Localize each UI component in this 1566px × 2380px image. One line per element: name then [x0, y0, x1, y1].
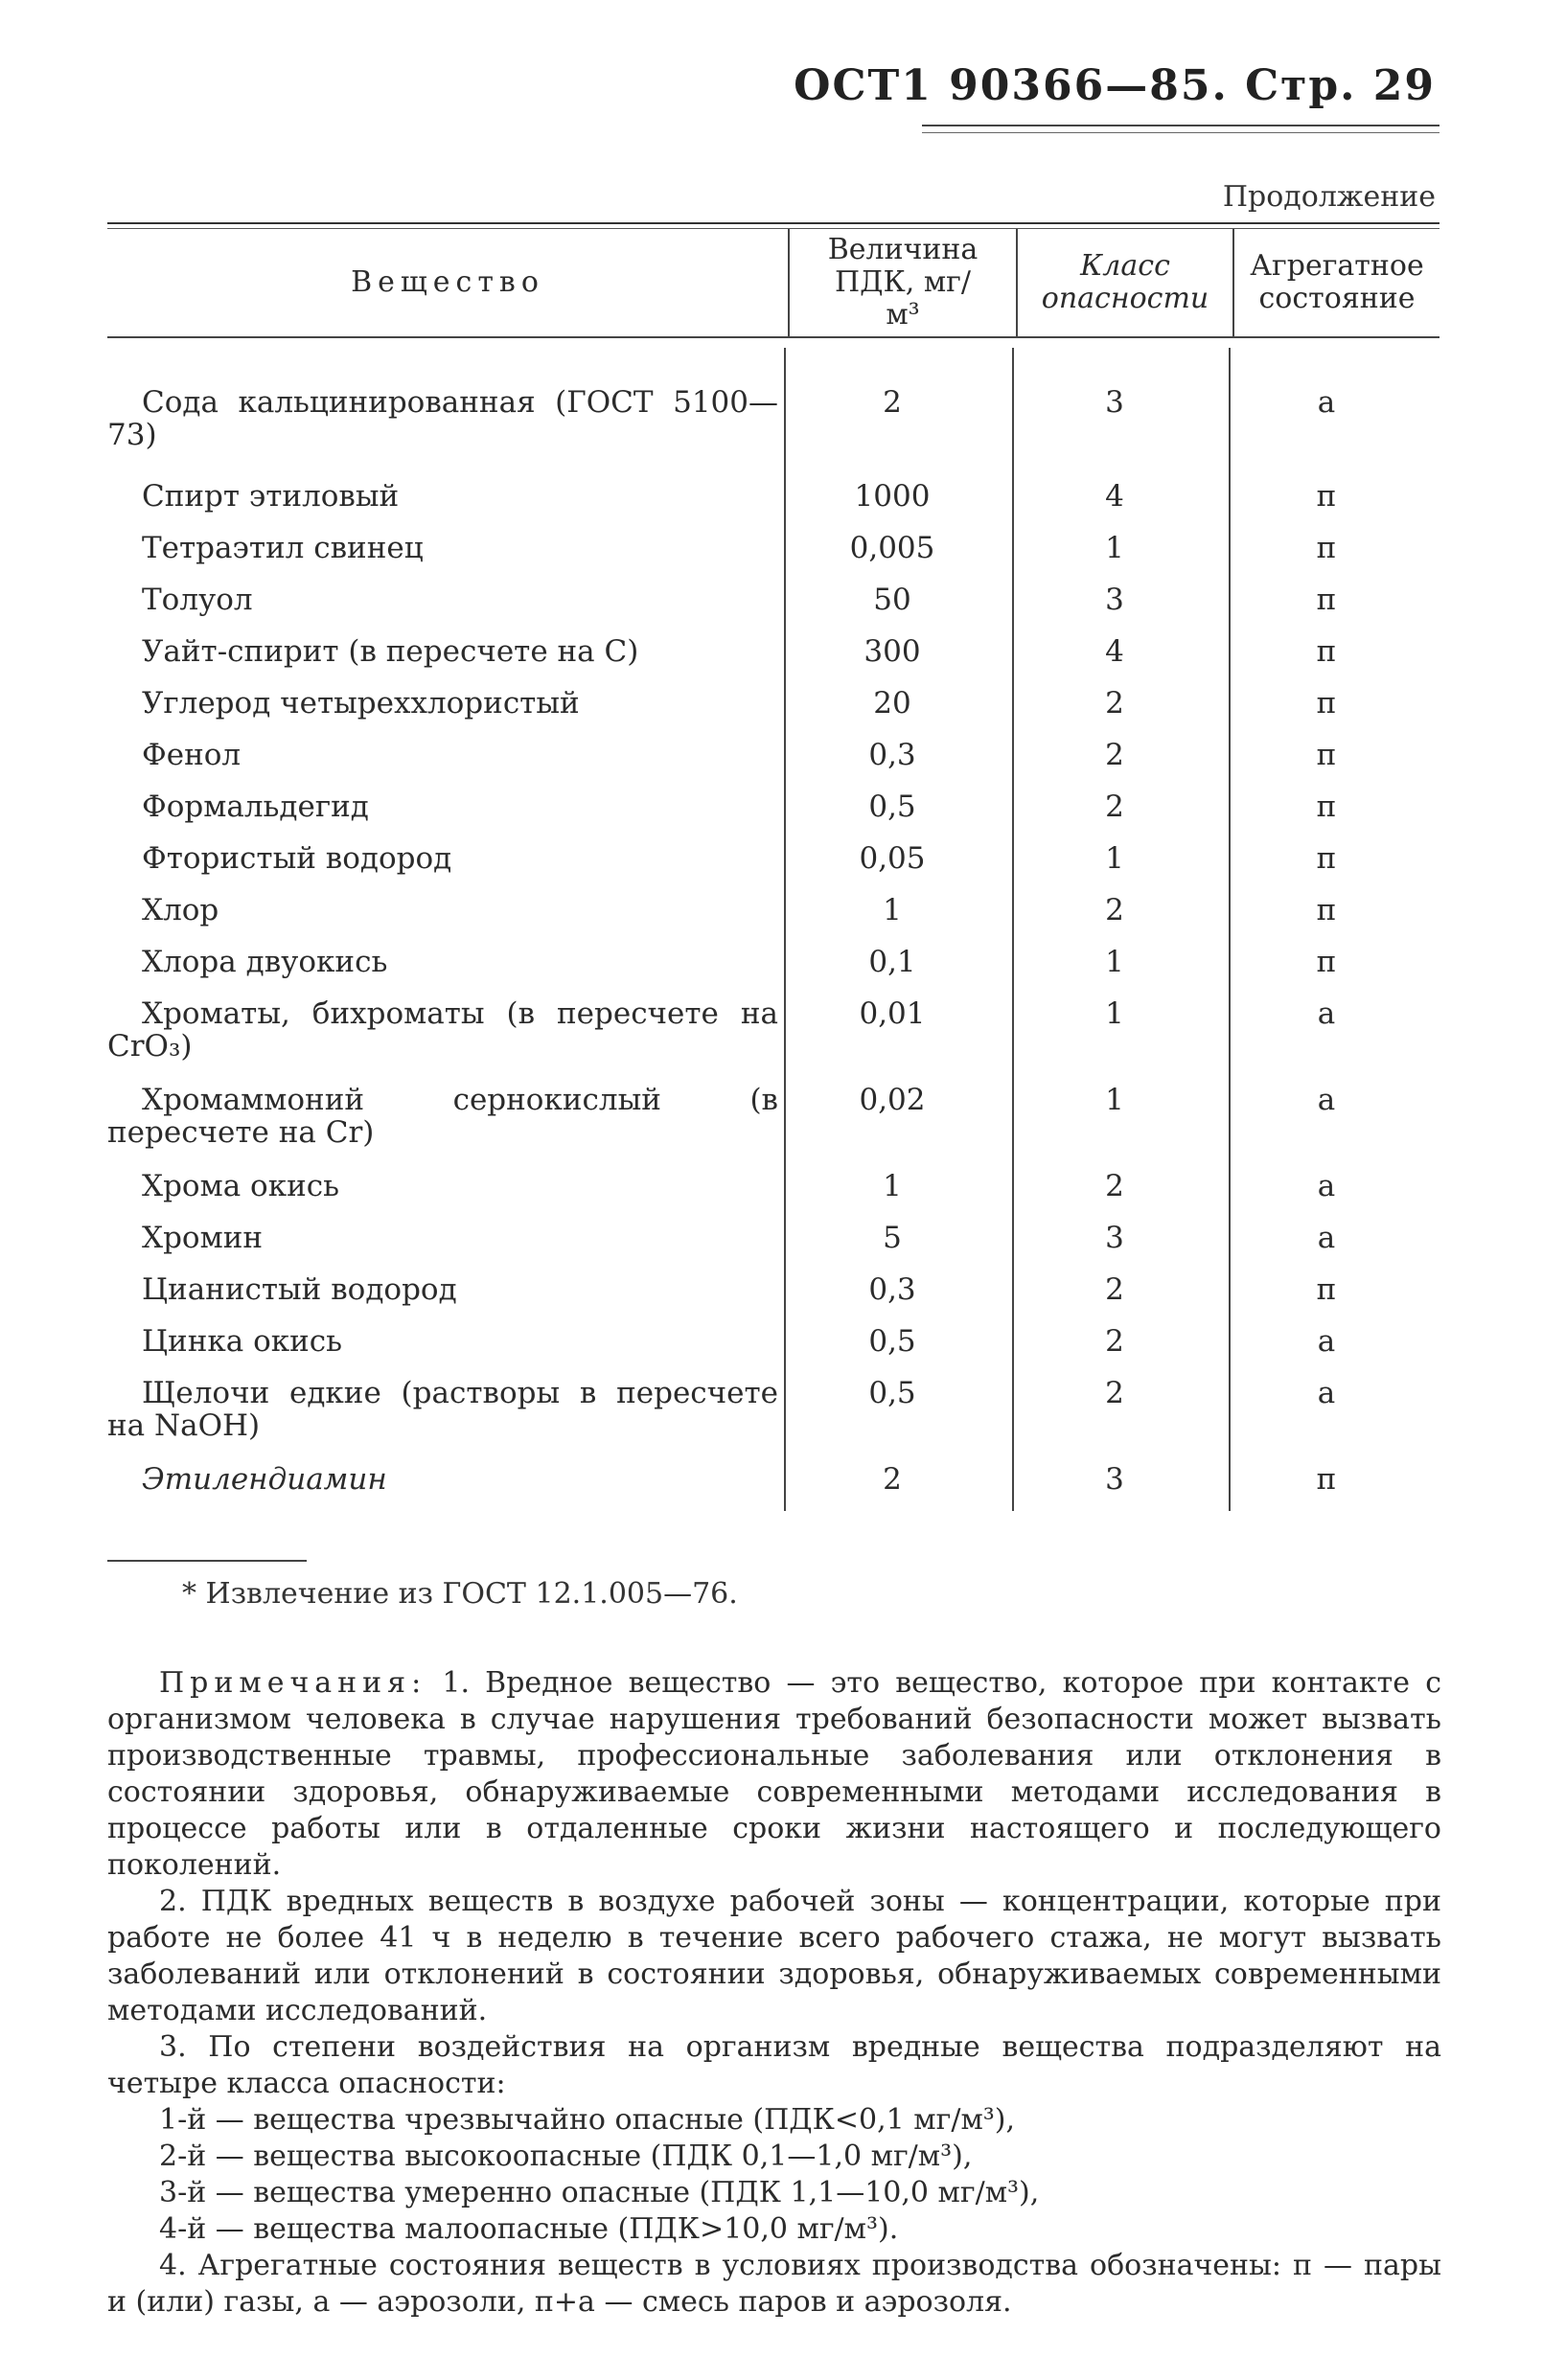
- cell-state: а: [1317, 1324, 1336, 1359]
- cell-substance: Углерод четыреххлористый: [142, 686, 580, 721]
- continued-label: Продолжение: [1222, 180, 1436, 214]
- cell-state: п: [1316, 790, 1337, 824]
- cell-hazard-class: 2: [1105, 738, 1124, 772]
- cell-pdk: 2: [883, 385, 902, 420]
- table-row: [107, 997, 1439, 1063]
- cell-hazard-class: 4: [1105, 634, 1124, 669]
- note-1: [107, 1665, 1441, 1884]
- cell-hazard-class: 2: [1105, 1376, 1124, 1410]
- cell-state: п: [1316, 634, 1337, 669]
- cell-state: п: [1316, 531, 1337, 565]
- table-row: [107, 1170, 1439, 1202]
- table-row: [107, 532, 1439, 564]
- column-header-pdk: Величина ПДК, мг/м³: [788, 229, 1016, 336]
- note-2: 2. ПДК вредных веществ в воздухе рабочей зоны — концентрации, которые при работе не более 41 ч в неделю в течение всего рабочего стажа, не могут вызвать заболеваний или отклонений в состоянии здоровья, обнаруживаемых современными методами исследований.: [107, 1885, 1441, 2027]
- table-row: [107, 894, 1439, 927]
- cell-substance: Хлора двуокись: [142, 945, 388, 979]
- cell-substance: Хлор: [142, 893, 219, 927]
- cell-pdk: 0,02: [859, 1083, 926, 1117]
- table-top-rule: [107, 222, 1439, 224]
- cell-pdk: 1000: [854, 479, 931, 514]
- cell-hazard-class: 2: [1105, 686, 1124, 721]
- header-rule-secondary: [922, 132, 1439, 133]
- table-row: [107, 1325, 1439, 1358]
- hazard-class-4: 4-й — вещества малоопасные (ПДК>10,0 мг/м³).: [159, 2212, 899, 2246]
- cell-substance: Хромаммоний сернокислый (в пересчете на Cr): [107, 1083, 778, 1150]
- cell-pdk: 5: [883, 1221, 902, 1255]
- cell-hazard-class: 2: [1105, 790, 1124, 824]
- note-4: 4. Агрегатные состояния вeществ в условиях производства обозначены: п — пары и (или) газы, а — аэрозоли, п+а — смесь паров и аэрозоля.: [107, 2249, 1441, 2319]
- cell-pdk: 50: [873, 583, 911, 617]
- footnote: * Извлечение из ГОСТ 12.1.005—76.: [182, 1577, 738, 1611]
- cell-hazard-class: 2: [1105, 1324, 1124, 1359]
- cell-state: п: [1316, 1272, 1337, 1307]
- note-1-text: 1. Вредное вещество — это вещество, которое при контакте с организмом человека в случае нарушения требований безопасности может вызвать производственные травмы, профессиональные заболевания или отклонения в состоянии здоровья, обнаруживаемые современными методами исследования в процессе работы или в отдаленные сроки жизни настоящего и последующего поколений.: [107, 1666, 1441, 1882]
- cell-hazard-class: 2: [1105, 893, 1124, 927]
- notes-heading: Примечания:: [159, 1666, 427, 1700]
- cell-pdk: 1: [883, 1169, 902, 1203]
- cell-state: а: [1317, 996, 1336, 1031]
- cell-substance: Хромин: [142, 1221, 264, 1255]
- cell-state: п: [1316, 1462, 1337, 1497]
- cell-hazard-class: 3: [1105, 583, 1124, 617]
- column-header-hazard-class: Класс опасности: [1016, 229, 1232, 336]
- cell-state: п: [1316, 841, 1337, 876]
- cell-substance: Хроматы, бихроматы (в пересчете на CrO₃): [107, 996, 778, 1064]
- cell-hazard-class: 2: [1105, 1272, 1124, 1307]
- cell-pdk: 0,5: [868, 790, 916, 824]
- cell-state: п: [1316, 583, 1337, 617]
- table-row: [107, 1273, 1439, 1306]
- cell-state: а: [1317, 1169, 1336, 1203]
- cell-substance: Цинка окись: [142, 1324, 343, 1359]
- cell-state: п: [1316, 945, 1337, 979]
- table-header-row: [107, 229, 1439, 338]
- page-header-title: ОСТ1 90366—85. Стр. 29: [794, 61, 1436, 110]
- cell-substance: Фтористый водород: [142, 841, 452, 876]
- cell-hazard-class: 2: [1105, 1169, 1124, 1203]
- hazard-class-1: 1-й — вещества чрезвычайно опасные (ПДК<0,1 мг/м³),: [159, 2103, 1016, 2137]
- cell-substance: Формальдегид: [142, 790, 369, 824]
- cell-state: а: [1317, 1376, 1336, 1410]
- cell-substance: Спирт этиловый: [142, 479, 400, 514]
- column-header-state: Агрегатное состояние: [1232, 229, 1439, 336]
- cell-hazard-class: 1: [1105, 1083, 1124, 1117]
- cell-state: а: [1317, 385, 1336, 420]
- table-row: [107, 1222, 1439, 1254]
- table-row: [107, 386, 1439, 451]
- table-row: [107, 635, 1439, 668]
- table-row: [107, 687, 1439, 720]
- cell-hazard-class: 1: [1105, 531, 1124, 565]
- cell-substance: Этилендиамин: [142, 1462, 387, 1497]
- cell-pdk: 0,005: [849, 531, 935, 565]
- table-row: [107, 739, 1439, 771]
- cell-pdk: 0,5: [868, 1324, 916, 1359]
- cell-hazard-class: 1: [1105, 996, 1124, 1031]
- cell-pdk: 0,1: [868, 945, 916, 979]
- table-row: [107, 480, 1439, 513]
- cell-state: а: [1317, 1221, 1336, 1255]
- cell-substance: Фенол: [142, 738, 242, 772]
- cell-substance: Уайт-спирит (в пересчете на С): [142, 634, 639, 669]
- cell-pdk: 2: [883, 1462, 902, 1497]
- cell-state: а: [1317, 1083, 1336, 1117]
- cell-state: п: [1316, 738, 1337, 772]
- table-body: [107, 338, 1439, 1522]
- cell-substance: Сода кальцинированная (ГОСТ 5100—73): [107, 385, 778, 452]
- cell-hazard-class: 1: [1105, 945, 1124, 979]
- table-row: [107, 946, 1439, 978]
- table-row: [107, 790, 1439, 823]
- cell-substance: Толуол: [142, 583, 253, 617]
- table-row: [107, 1377, 1439, 1442]
- substances-table: [107, 222, 1439, 1522]
- note-3: 3. По степени воздействия на организм вредные вещества подразделяют на четыре класса опасности:: [107, 2030, 1441, 2100]
- cell-pdk: 300: [864, 634, 921, 669]
- cell-pdk: 0,05: [859, 841, 926, 876]
- table-row: [107, 584, 1439, 616]
- cell-pdk: 0,5: [868, 1376, 916, 1410]
- hazard-class-2: 2-й — вещества высокоопасные (ПДК 0,1—1,0 мг/м³),: [159, 2140, 973, 2173]
- table-row: [107, 842, 1439, 875]
- cell-substance: Тетраэтил свинец: [142, 531, 424, 565]
- footnote-rule: [107, 1560, 307, 1562]
- cell-pdk: 0,3: [868, 1272, 916, 1307]
- table-row: [107, 1084, 1439, 1149]
- cell-substance: Хрома окись: [142, 1169, 339, 1203]
- cell-hazard-class: 1: [1105, 841, 1124, 876]
- cell-pdk: 20: [873, 686, 911, 721]
- cell-substance: Цианистый водород: [142, 1272, 457, 1307]
- header-rule: [922, 125, 1439, 126]
- cell-state: п: [1316, 479, 1337, 514]
- hazard-class-3: 3-й — вещества умеренно опасные (ПДК 1,1—10,0 мг/м³),: [159, 2176, 1040, 2209]
- cell-hazard-class: 3: [1105, 1462, 1124, 1497]
- table-row: [107, 1463, 1439, 1496]
- cell-pdk: 1: [883, 893, 902, 927]
- cell-hazard-class: 4: [1105, 479, 1124, 514]
- cell-hazard-class: 3: [1105, 385, 1124, 420]
- notes-section: [107, 1665, 1441, 2321]
- cell-state: п: [1316, 893, 1337, 927]
- cell-hazard-class: 3: [1105, 1221, 1124, 1255]
- cell-substance: Щелочи едкие (растворы в пересчете на NaOH): [107, 1376, 778, 1443]
- cell-state: п: [1316, 686, 1337, 721]
- cell-pdk: 0,3: [868, 738, 916, 772]
- cell-pdk: 0,01: [859, 996, 926, 1031]
- column-header-substance: Вещество: [351, 265, 544, 299]
